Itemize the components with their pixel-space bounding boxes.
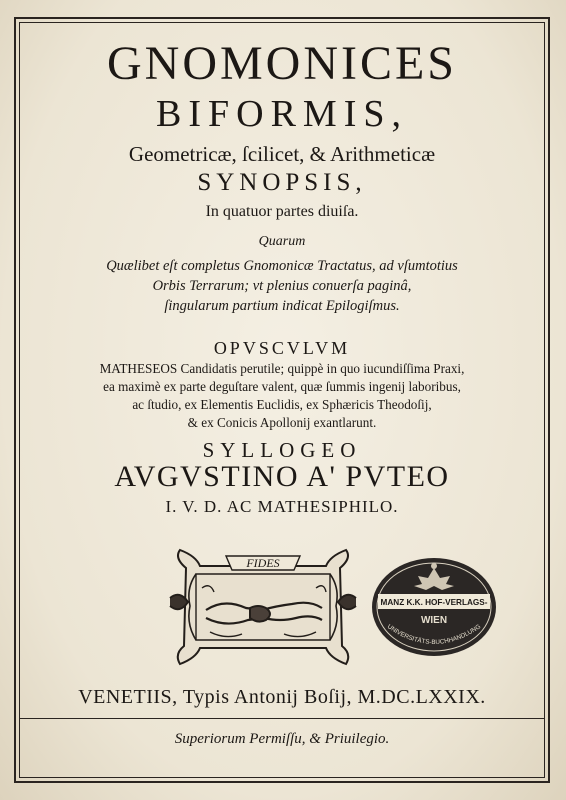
body-line-3: ac ſtudio, ex Elementis Euclidis, ex Sphæricis Theodoſij,: [132, 397, 432, 412]
description-line-3: ſingularum partium indicat Epilogiſmus.: [164, 298, 400, 314]
stamp-text-line-1: MANZ K.K. HOF-VERLAGS-: [380, 598, 488, 607]
subtitle: Geometricæ, ſcilicet, & Arithmeticæ: [128, 142, 436, 166]
division-note: In quatuor partes diuiſa.: [205, 203, 359, 220]
description-line-2: Orbis Terrarum; vt plenius conuerſa paginâ,: [152, 278, 412, 294]
opusculum-heading: OPVSCVLVM: [213, 338, 351, 358]
printers-device-emblem: [166, 548, 360, 666]
description-line-1: Quælibet eſt completus Gnomonicæ Tractatus, ad vſumtotius: [106, 258, 458, 274]
sylloge-label: SYLLOGEO: [202, 438, 362, 462]
body-line-4: & ex Conicis Apollonij exantlarunt.: [187, 415, 377, 430]
imprint: VENETIIS, Typis Antonij Boſij, M.DC.LXXIX.: [78, 686, 486, 708]
body-line-1: MATHESEOS Candidatis perutile; quippè in quo iucundiſſima Praxi,: [99, 361, 465, 376]
privilege-line: Superiorum Permiſſu, & Priuilegio.: [174, 731, 390, 747]
main-title: GNOMONICES: [106, 37, 457, 90]
main-title-line-2: BIFORMIS,: [156, 93, 408, 135]
quarum-label: Quarum: [258, 234, 306, 249]
stamp-text-line-2: WIEN: [420, 615, 448, 626]
body-line-2: ea maximè ex parte deguſtare valent, quæ ſummis ingenij laboribus,: [103, 379, 461, 394]
library-stamp: [370, 556, 498, 658]
emblem-motto: FIDES: [246, 556, 280, 570]
author-name: AVGVSTINO A' PVTEO: [114, 460, 450, 493]
stamp-text-line-3: UNIVERSITÄTS-BUCHHANDLUNG: [385, 623, 483, 647]
imprint-rule: [20, 718, 544, 719]
synopsis-heading: SYNOPSIS,: [197, 169, 367, 196]
author-title: I. V. D. AC MATHESIPHILO.: [165, 497, 399, 516]
